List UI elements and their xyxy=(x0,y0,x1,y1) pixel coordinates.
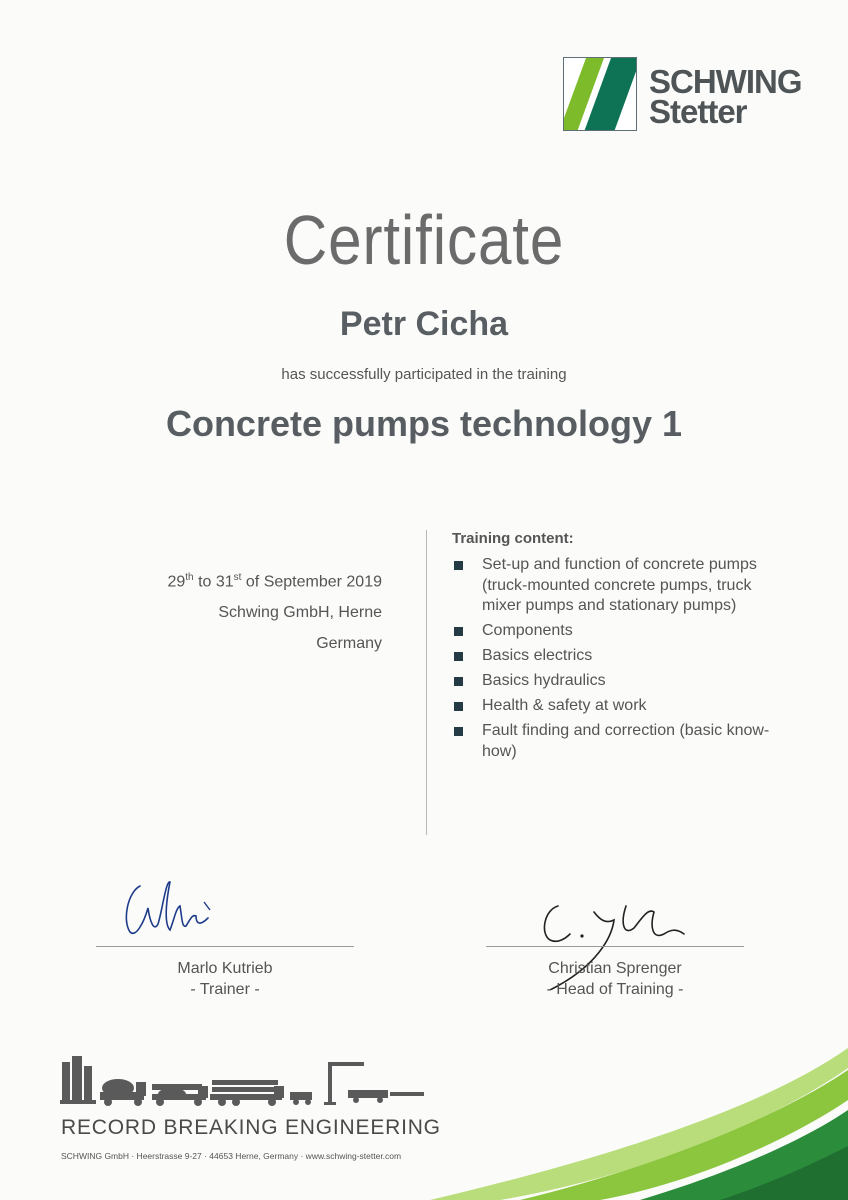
list-item: Set-up and function of concrete pumps (truck-mounted concrete pumps, truck mixer pumps and stationary pumps) xyxy=(452,555,772,617)
signatory-role: - Trainer - xyxy=(190,981,260,998)
footer-address: SCHWING GmbH · Heerstrasse 9-27 · 44653 Herne, Germany · www.schwing-stetter.com xyxy=(61,1151,402,1161)
training-date: 29th to 31st of September 2019 xyxy=(167,572,382,591)
course-title: Concrete pumps technology 1 xyxy=(165,403,683,444)
training-country: Germany xyxy=(316,635,382,653)
signatory-name: Marlo Kutrieb xyxy=(177,960,273,977)
footer-slogan: RECORD BREAKING ENGINEERING xyxy=(61,1116,441,1139)
signatory-name: Christian Sprenger xyxy=(548,960,682,977)
list-item: Basics hydraulics xyxy=(452,671,772,692)
list-item: Fault finding and correction (basic know-how) xyxy=(452,721,772,762)
training-location: Schwing GmbH, Herne xyxy=(218,604,382,622)
recipient-name: Petr Cicha xyxy=(339,305,509,343)
list-item: Health & safety at work xyxy=(452,696,772,717)
logo-line-1: SCHWING xyxy=(649,63,802,100)
list-item: Basics electrics xyxy=(452,646,772,667)
participation-text: has successfully participated in the training xyxy=(281,366,567,383)
logo-line-2: Stetter xyxy=(649,93,747,130)
signatory-role: - Head of Training - xyxy=(546,981,684,998)
list-item: Components xyxy=(452,621,772,642)
training-content-heading: Training content: xyxy=(452,530,574,547)
certificate-title: Certificate xyxy=(283,201,565,279)
